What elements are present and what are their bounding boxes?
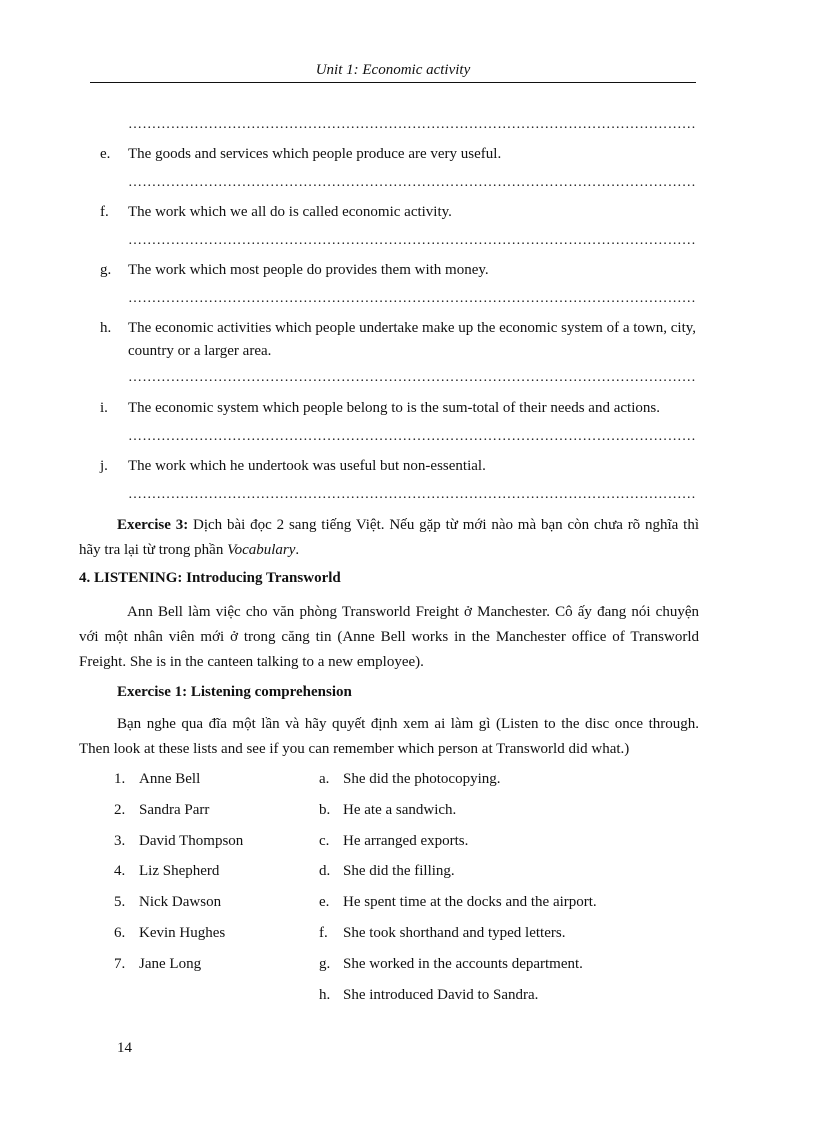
action-letter: d. bbox=[319, 863, 331, 879]
sentence-label: g. bbox=[100, 262, 112, 278]
exercise3-paragraph bbox=[79, 513, 699, 563]
list-row bbox=[0, 799, 816, 821]
action-letter: e. bbox=[319, 894, 330, 910]
section-heading: 4. LISTENING: Introducing Transworld bbox=[79, 570, 341, 586]
action-letter: h. bbox=[319, 987, 331, 1003]
list-row bbox=[0, 860, 816, 882]
list-row bbox=[0, 830, 816, 852]
list-row bbox=[0, 768, 816, 790]
exercise1-title: Exercise 1: Listening comprehension bbox=[117, 684, 352, 700]
person-name: Jane Long bbox=[139, 956, 202, 972]
vocabulary-reference: Vocabulary bbox=[227, 542, 296, 558]
person-name: David Thompson bbox=[139, 833, 244, 849]
list-row bbox=[0, 891, 816, 913]
action-letter: b. bbox=[319, 802, 331, 818]
action-letter: f. bbox=[319, 925, 328, 941]
exercise3-end: . bbox=[295, 542, 300, 558]
answer-line: ………………………………………………………………………………………………………… bbox=[128, 429, 696, 444]
action-text: She took shorthand and typed letters. bbox=[343, 925, 566, 941]
sentence-text: The economic system which people belong to is the sum-total of their needs and actions. bbox=[128, 400, 660, 416]
person-name: Anne Bell bbox=[139, 771, 201, 787]
action-text: She did the filling. bbox=[343, 863, 455, 879]
person-number: 4. bbox=[114, 863, 126, 879]
action-letter: c. bbox=[319, 833, 330, 849]
person-number: 7. bbox=[114, 956, 126, 972]
sentence-label: h. bbox=[100, 320, 112, 336]
list-row bbox=[0, 953, 816, 975]
answer-line: ………………………………………………………………………………………………………… bbox=[128, 291, 696, 306]
list-row bbox=[0, 984, 816, 1006]
sentence-text: The work which most people do provides them with money. bbox=[128, 262, 489, 278]
running-header: Unit 1: Economic activity bbox=[315, 62, 471, 78]
sentence-text: The goods and services which people produce are very useful. bbox=[128, 146, 502, 162]
person-name: Nick Dawson bbox=[139, 894, 222, 910]
sentence-label: j. bbox=[100, 458, 108, 474]
action-text: He arranged exports. bbox=[343, 833, 469, 849]
sentence-label: i. bbox=[100, 400, 108, 416]
page-number: 14 bbox=[117, 1040, 132, 1056]
action-text: She introduced David to Sandra. bbox=[343, 987, 539, 1003]
person-number: 1. bbox=[114, 771, 126, 787]
action-text: She did the photocopying. bbox=[343, 771, 501, 787]
answer-line: ………………………………………………………………………………………………………… bbox=[128, 233, 696, 248]
exercise1-instruction: Bạn nghe qua đĩa một lần và hãy quyết định xem ai làm gì (Listen to the disc once through. Then look at these lists and see if you can remember which person at Transworld did what.) bbox=[79, 716, 699, 757]
action-text: He ate a sandwich. bbox=[343, 802, 457, 818]
action-letter: a. bbox=[319, 771, 330, 787]
sentence-text: The economic activities which people undertake make up the economic system of a town, city, country or a larger area. bbox=[128, 320, 697, 359]
answer-line: ………………………………………………………………………………………………………… bbox=[128, 487, 696, 502]
sentence-text: The work which he undertook was useful but non-essential. bbox=[128, 458, 486, 474]
person-number: 2. bbox=[114, 802, 126, 818]
action-letter: g. bbox=[319, 956, 331, 972]
sentence-label: e. bbox=[100, 146, 111, 162]
person-name: Kevin Hughes bbox=[139, 925, 226, 941]
sentence-text: The work which we all do is called economic activity. bbox=[128, 204, 452, 220]
person-number: 3. bbox=[114, 833, 126, 849]
exercise3-label: Exercise 3: bbox=[117, 517, 189, 533]
person-number: 5. bbox=[114, 894, 126, 910]
answer-line: ………………………………………………………………………………………………………… bbox=[128, 370, 696, 385]
person-name: Sandra Parr bbox=[139, 802, 210, 818]
sentence-label: f. bbox=[100, 204, 109, 220]
header-rule bbox=[90, 82, 696, 83]
person-number: 6. bbox=[114, 925, 126, 941]
action-text: She worked in the accounts department. bbox=[343, 956, 583, 972]
list-row bbox=[0, 922, 816, 944]
exercise3-text: Dịch bài đọc 2 sang tiếng Việt. Nếu gặp từ mới nào mà bạn còn chưa rõ nghĩa thì hãy tra lại từ trong phần bbox=[79, 517, 699, 558]
answer-line: ………………………………………………………………………………………………………… bbox=[128, 117, 696, 132]
answer-line: ………………………………………………………………………………………………………… bbox=[128, 175, 696, 190]
action-text: He spent time at the docks and the airport. bbox=[343, 894, 597, 910]
person-name: Liz Shepherd bbox=[139, 863, 220, 879]
intro-paragraph: Ann Bell làm việc cho văn phòng Transworld Freight ở Manchester. Cô ấy đang nói chuyện với một nhân viên mới ở trong căng tin (Anne Bell works in the Manchester office of Transworld Freight. She is in the canteen talking to a new employee). bbox=[79, 604, 699, 670]
